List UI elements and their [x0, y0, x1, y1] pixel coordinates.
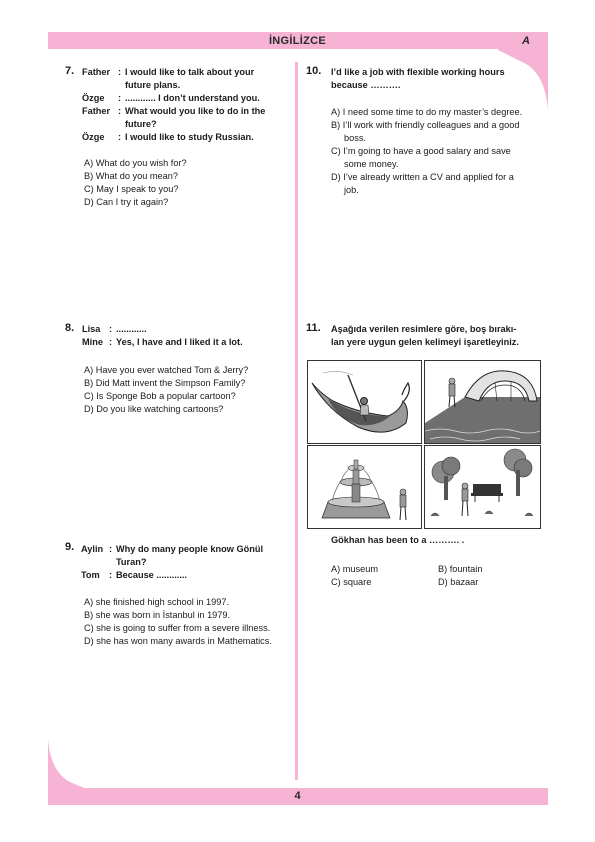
option-a[interactable]: A) Have you ever watched Tom & Jerry?: [84, 365, 249, 375]
option-c[interactable]: C) square: [331, 577, 372, 587]
dialog-line: ............: [116, 324, 147, 334]
speaker: Özge: [82, 132, 105, 142]
bridge-image: [424, 360, 541, 444]
speaker: Aylin: [81, 544, 104, 554]
question-stem: I’d like a job with flexible working hours: [331, 67, 505, 77]
page-number: 4: [294, 790, 301, 802]
option-d[interactable]: D) Do you like watching cartoons?: [84, 404, 224, 414]
question-number: 8.: [65, 322, 75, 334]
option-d[interactable]: D) I’ve already written a CV and applied for a: [331, 172, 514, 182]
option-b-cont[interactable]: boss.: [344, 133, 366, 143]
speaker: Tom: [81, 570, 100, 580]
question-number: 11.: [306, 322, 321, 334]
question-stem: because ……….: [331, 80, 401, 90]
option-b[interactable]: B) I’ll work with friendly colleagues and a good: [331, 120, 520, 130]
option-a[interactable]: A) I need some time to do my master’s degree.: [331, 107, 523, 117]
option-b[interactable]: B) Did Matt invent the Simpson Family?: [84, 378, 246, 388]
park-image: [424, 445, 541, 529]
subject-title: İNGİLİZCE: [268, 35, 327, 47]
option-a[interactable]: A) she finished high school in 1997.: [84, 597, 230, 607]
dialog-line: future plans.: [125, 80, 181, 90]
dialog-line: future?: [125, 119, 157, 129]
option-c[interactable]: C) Is Sponge Bob a popular cartoon?: [84, 391, 236, 401]
speaker: Father: [82, 106, 111, 116]
answer-sentence: Gökhan has been to a ………. .: [331, 535, 465, 545]
speaker: Mine: [82, 337, 103, 347]
gondola-image: [307, 360, 422, 444]
question-stem: lan yere uygun gelen kelimeyi işaretleyiniz.: [331, 337, 519, 347]
speaker: Father: [82, 67, 111, 77]
option-b[interactable]: B) What do you mean?: [84, 171, 178, 181]
column-divider: [295, 62, 298, 780]
option-a[interactable]: A) What do you wish for?: [84, 158, 187, 168]
option-d[interactable]: D) bazaar: [438, 577, 479, 587]
option-d-cont[interactable]: job.: [344, 185, 359, 195]
option-c-cont[interactable]: some money.: [344, 159, 399, 169]
option-c[interactable]: C) May I speak to you?: [84, 184, 179, 194]
question-number: 9.: [65, 541, 75, 553]
question-number: 7.: [65, 65, 75, 77]
dialog-line: Turan?: [116, 557, 147, 567]
dialog-line: Because ............: [116, 570, 187, 580]
dialog-line: I would like to study Russian.: [125, 132, 254, 142]
option-c[interactable]: C) I’m going to have a good salary and save: [331, 146, 511, 156]
dialog-line: Why do many people know Gönül: [116, 544, 264, 554]
dialog-line: What would you like to do in the: [125, 106, 266, 116]
option-d[interactable]: D) Can I try it again?: [84, 197, 169, 207]
option-b[interactable]: B) she was born in İstanbul in 1979.: [84, 610, 231, 620]
speaker: Özge: [82, 93, 105, 103]
option-a[interactable]: A) museum: [331, 564, 378, 574]
booklet-letter: A: [522, 35, 530, 47]
option-b[interactable]: B) fountain: [438, 564, 483, 574]
speaker: Lisa: [82, 324, 101, 334]
fountain-image: [307, 445, 422, 529]
dialog-line: Yes, I have and I liked it a lot.: [116, 337, 243, 347]
dialog-line: I would like to talk about your: [125, 67, 255, 77]
dialog-line: ............ I don’t understand you.: [125, 93, 260, 103]
option-d[interactable]: D) she has won many awards in Mathematics.: [84, 636, 272, 646]
question-number: 10.: [306, 65, 322, 77]
question-stem: Aşağıda verilen resimlere göre, boş bırakı-: [331, 324, 517, 334]
header-corner-decoration: [498, 20, 548, 110]
option-c[interactable]: C) she is going to suffer from a severe illness.: [84, 623, 271, 633]
